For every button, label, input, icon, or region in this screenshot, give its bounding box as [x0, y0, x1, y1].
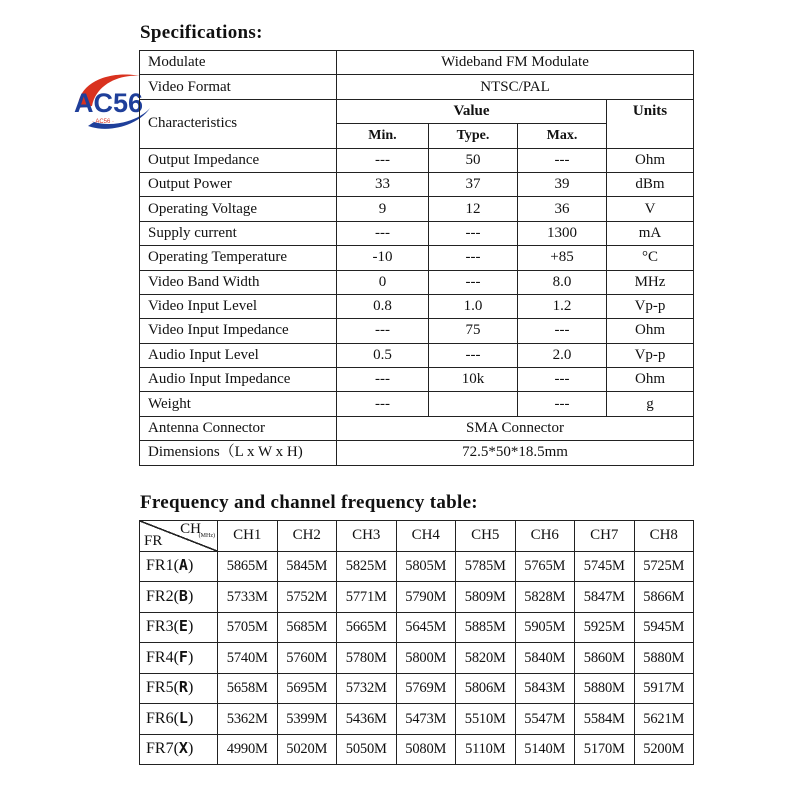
spec-typ-value: --- [429, 221, 518, 245]
band-code: A [178, 556, 188, 575]
spec-param-name: Output Power [140, 172, 337, 196]
frequency-table [139, 520, 694, 765]
band-label-cell [140, 643, 218, 674]
frequency-cell: 5110M [456, 734, 516, 765]
band-label-cell [140, 734, 218, 765]
spec-typ-value: --- [429, 343, 518, 367]
spec-label-antenna: Antenna Connector [140, 416, 337, 440]
spec-max-value: 39 [518, 172, 607, 196]
frequency-cell: 5843M [515, 673, 575, 704]
fr-ch-corner-cell [140, 521, 218, 552]
frequency-cell: 5780M [337, 643, 397, 674]
spec-row [140, 319, 694, 343]
band-label-cell [140, 612, 218, 643]
frequency-cell: 5140M [515, 734, 575, 765]
value-header: Value [337, 99, 607, 123]
band-code-paren: ) [187, 648, 194, 666]
frequency-cell: 5685M [277, 612, 337, 643]
spec-typ-value: 50 [429, 148, 518, 172]
frequency-cell: 5905M [515, 612, 575, 643]
band-code-paren: ) [187, 740, 194, 758]
frequency-cell: 5740M [218, 643, 278, 674]
spec-min-value: -10 [337, 246, 429, 270]
spec-unit: V [607, 197, 694, 221]
band-code-paren: ( [173, 557, 179, 575]
spec-param-name: Supply current [140, 221, 337, 245]
frequency-cell: 5705M [218, 612, 278, 643]
frequency-cell: 5880M [575, 673, 635, 704]
frequency-cell: 5828M [515, 582, 575, 613]
spec-value-modulate: Wideband FM Modulate [337, 51, 694, 75]
spec-row [140, 148, 694, 172]
spec-row [140, 343, 694, 367]
frequency-cell: 5020M [277, 734, 337, 765]
frequency-cell: 5790M [396, 582, 456, 613]
band-code-paren: ( [173, 679, 179, 697]
corner-fr-label: FR [144, 532, 163, 549]
frequency-cell: 5436M [337, 704, 397, 735]
band-code: F [178, 647, 188, 666]
band-code: X [178, 739, 188, 758]
band-code: R [178, 678, 188, 697]
channel-header-cell: CH3 [337, 521, 397, 552]
frequency-row [140, 582, 694, 613]
characteristics-header: Characteristics [140, 99, 337, 148]
spec-row [140, 392, 694, 416]
spec-unit: MHz [607, 270, 694, 294]
spec-typ-value: 75 [429, 319, 518, 343]
frequency-cell: 5621M [634, 704, 694, 735]
spec-param-name: Video Input Impedance [140, 319, 337, 343]
frequency-cell: 5732M [337, 673, 397, 704]
spec-row-antenna [140, 416, 694, 440]
spec-row [140, 294, 694, 318]
spec-label-video-format: Video Format [140, 75, 337, 99]
spec-min-value: --- [337, 392, 429, 416]
spec-unit: Ohm [607, 368, 694, 392]
band-name: FR5 [146, 679, 174, 697]
frequency-cell: 5925M [575, 612, 635, 643]
min-header: Min. [337, 124, 429, 148]
frequency-cell: 5584M [575, 704, 635, 735]
frequency-cell: 5806M [456, 673, 516, 704]
max-header: Max. [518, 124, 607, 148]
frequency-row [140, 734, 694, 765]
band-name: FR2 [146, 587, 174, 605]
spec-min-value: --- [337, 319, 429, 343]
frequency-cell: 5840M [515, 643, 575, 674]
spec-param-name: Operating Temperature [140, 246, 337, 270]
frequency-cell: 5785M [456, 551, 516, 582]
spec-unit: Ohm [607, 319, 694, 343]
specifications-table [139, 50, 694, 466]
frequency-cell: 5865M [218, 551, 278, 582]
frequency-cell: 5825M [337, 551, 397, 582]
channel-header-cell: CH6 [515, 521, 575, 552]
spec-typ-value: 10k [429, 368, 518, 392]
frequency-cell: 5760M [277, 643, 337, 674]
spec-unit: Ohm [607, 148, 694, 172]
frequency-cell: 5645M [396, 612, 456, 643]
spec-min-value: 33 [337, 172, 429, 196]
band-code-paren: ) [187, 587, 194, 605]
type-header: Type. [429, 124, 518, 148]
frequency-cell: 5399M [277, 704, 337, 735]
frequency-cell: 5473M [396, 704, 456, 735]
frequency-cell: 5860M [575, 643, 635, 674]
band-label-cell [140, 704, 218, 735]
frequency-row [140, 704, 694, 735]
frequency-cell: 5200M [634, 734, 694, 765]
spec-max-value: --- [518, 148, 607, 172]
channel-header-row [140, 521, 694, 552]
spec-max-value: 2.0 [518, 343, 607, 367]
spec-param-name: Output Impedance [140, 148, 337, 172]
channel-header-cell: CH4 [396, 521, 456, 552]
corner-unit-label: (MHz) [198, 533, 215, 539]
frequency-cell: 5080M [396, 734, 456, 765]
frequency-cell: 5765M [515, 551, 575, 582]
channel-header-cell: CH1 [218, 521, 278, 552]
spec-max-value: --- [518, 319, 607, 343]
spec-typ-value: --- [429, 246, 518, 270]
band-name: FR4 [146, 648, 174, 666]
frequency-cell: 5820M [456, 643, 516, 674]
spec-max-value: 1300 [518, 221, 607, 245]
spec-param-name: Video Band Width [140, 270, 337, 294]
frequency-cell: 5658M [218, 673, 278, 704]
frequency-cell: 5805M [396, 551, 456, 582]
spec-param-name: Weight [140, 392, 337, 416]
channel-header-cell: CH2 [277, 521, 337, 552]
spec-typ-value: 37 [429, 172, 518, 196]
frequency-cell: 5665M [337, 612, 397, 643]
spec-row [140, 221, 694, 245]
spec-unit: °C [607, 246, 694, 270]
spec-min-value: --- [337, 221, 429, 245]
channel-header-cell: CH7 [575, 521, 635, 552]
frequency-cell: 5866M [634, 582, 694, 613]
frequency-cell: 5050M [337, 734, 397, 765]
spec-value-dimensions: 72.5*50*18.5mm [337, 441, 694, 465]
spec-row-dimensions [140, 441, 694, 465]
spec-min-value: 0 [337, 270, 429, 294]
spec-typ-value: 1.0 [429, 294, 518, 318]
spec-max-value: 1.2 [518, 294, 607, 318]
frequency-cell: 5170M [575, 734, 635, 765]
spec-typ-value: --- [429, 270, 518, 294]
band-name: FR7 [146, 740, 174, 758]
band-label-cell [140, 673, 218, 704]
frequency-table-heading: Frequency and channel frequency table: [140, 492, 478, 513]
frequency-row [140, 643, 694, 674]
band-code-paren: ( [173, 618, 179, 636]
spec-header-row [140, 99, 694, 123]
spec-row-modulate [140, 51, 694, 75]
frequency-cell: 5917M [634, 673, 694, 704]
frequency-cell: 5800M [396, 643, 456, 674]
frequency-cell: 5945M [634, 612, 694, 643]
spec-min-value: 9 [337, 197, 429, 221]
spec-param-name: Video Input Level [140, 294, 337, 318]
spec-param-name: Operating Voltage [140, 197, 337, 221]
svg-text:· AC56 ·: · AC56 · [92, 119, 115, 125]
spec-unit: g [607, 392, 694, 416]
spec-row [140, 197, 694, 221]
spec-row [140, 246, 694, 270]
spec-unit: mA [607, 221, 694, 245]
frequency-cell: 5362M [218, 704, 278, 735]
spec-min-value: --- [337, 148, 429, 172]
band-code-paren: ( [173, 709, 179, 727]
spec-param-name: Audio Input Impedance [140, 368, 337, 392]
spec-min-value: 0.8 [337, 294, 429, 318]
spec-unit: Vp-p [607, 294, 694, 318]
frequency-cell: 5885M [456, 612, 516, 643]
band-code: L [178, 708, 188, 727]
spec-param-name: Audio Input Level [140, 343, 337, 367]
frequency-cell: 5880M [634, 643, 694, 674]
svg-text:AC56: AC56 [74, 88, 144, 118]
band-name: FR1 [146, 557, 174, 575]
spec-typ-value [429, 392, 518, 416]
band-name: FR6 [146, 709, 174, 727]
band-code-paren: ( [173, 648, 179, 666]
spec-label-dimensions: Dimensions（L x W x H) [140, 441, 337, 465]
channel-header-cell: CH5 [456, 521, 516, 552]
spec-row [140, 368, 694, 392]
band-code-paren: ( [173, 587, 179, 605]
spec-max-value: 8.0 [518, 270, 607, 294]
spec-min-value: --- [337, 368, 429, 392]
spec-value-antenna: SMA Connector [337, 416, 694, 440]
spec-unit: Vp-p [607, 343, 694, 367]
frequency-row [140, 612, 694, 643]
spec-label-modulate: Modulate [140, 51, 337, 75]
frequency-cell: 5809M [456, 582, 516, 613]
frequency-cell: 5745M [575, 551, 635, 582]
frequency-row [140, 673, 694, 704]
band-label-cell [140, 551, 218, 582]
spec-row [140, 172, 694, 196]
spec-typ-value: 12 [429, 197, 518, 221]
band-code: B [178, 586, 188, 605]
spec-max-value: 36 [518, 197, 607, 221]
spec-unit: dBm [607, 172, 694, 196]
spec-max-value: +85 [518, 246, 607, 270]
frequency-cell: 5845M [277, 551, 337, 582]
frequency-cell: 5752M [277, 582, 337, 613]
band-code-paren: ) [187, 679, 194, 697]
frequency-cell: 5847M [575, 582, 635, 613]
band-name: FR3 [146, 618, 174, 636]
spec-row [140, 270, 694, 294]
spec-min-value: 0.5 [337, 343, 429, 367]
frequency-cell: 5695M [277, 673, 337, 704]
frequency-cell: 5769M [396, 673, 456, 704]
band-code: E [178, 617, 188, 636]
frequency-cell: 5547M [515, 704, 575, 735]
frequency-cell: 5771M [337, 582, 397, 613]
corner-ch-label: CH [180, 521, 201, 537]
spec-max-value: --- [518, 368, 607, 392]
channel-header-cell: CH8 [634, 521, 694, 552]
spec-max-value: --- [518, 392, 607, 416]
frequency-row [140, 551, 694, 582]
frequency-cell: 5510M [456, 704, 516, 735]
band-code-paren: ( [173, 740, 179, 758]
units-header: Units [607, 99, 694, 148]
spec-value-video-format: NTSC/PAL [337, 75, 694, 99]
band-code-paren: ) [187, 709, 194, 727]
frequency-cell: 5733M [218, 582, 278, 613]
specifications-heading: Specifications: [140, 22, 263, 43]
band-code-paren: ) [187, 557, 194, 575]
frequency-cell: 5725M [634, 551, 694, 582]
band-label-cell [140, 582, 218, 613]
spec-row-video-format [140, 75, 694, 99]
frequency-cell: 4990M [218, 734, 278, 765]
band-code-paren: ) [187, 618, 194, 636]
